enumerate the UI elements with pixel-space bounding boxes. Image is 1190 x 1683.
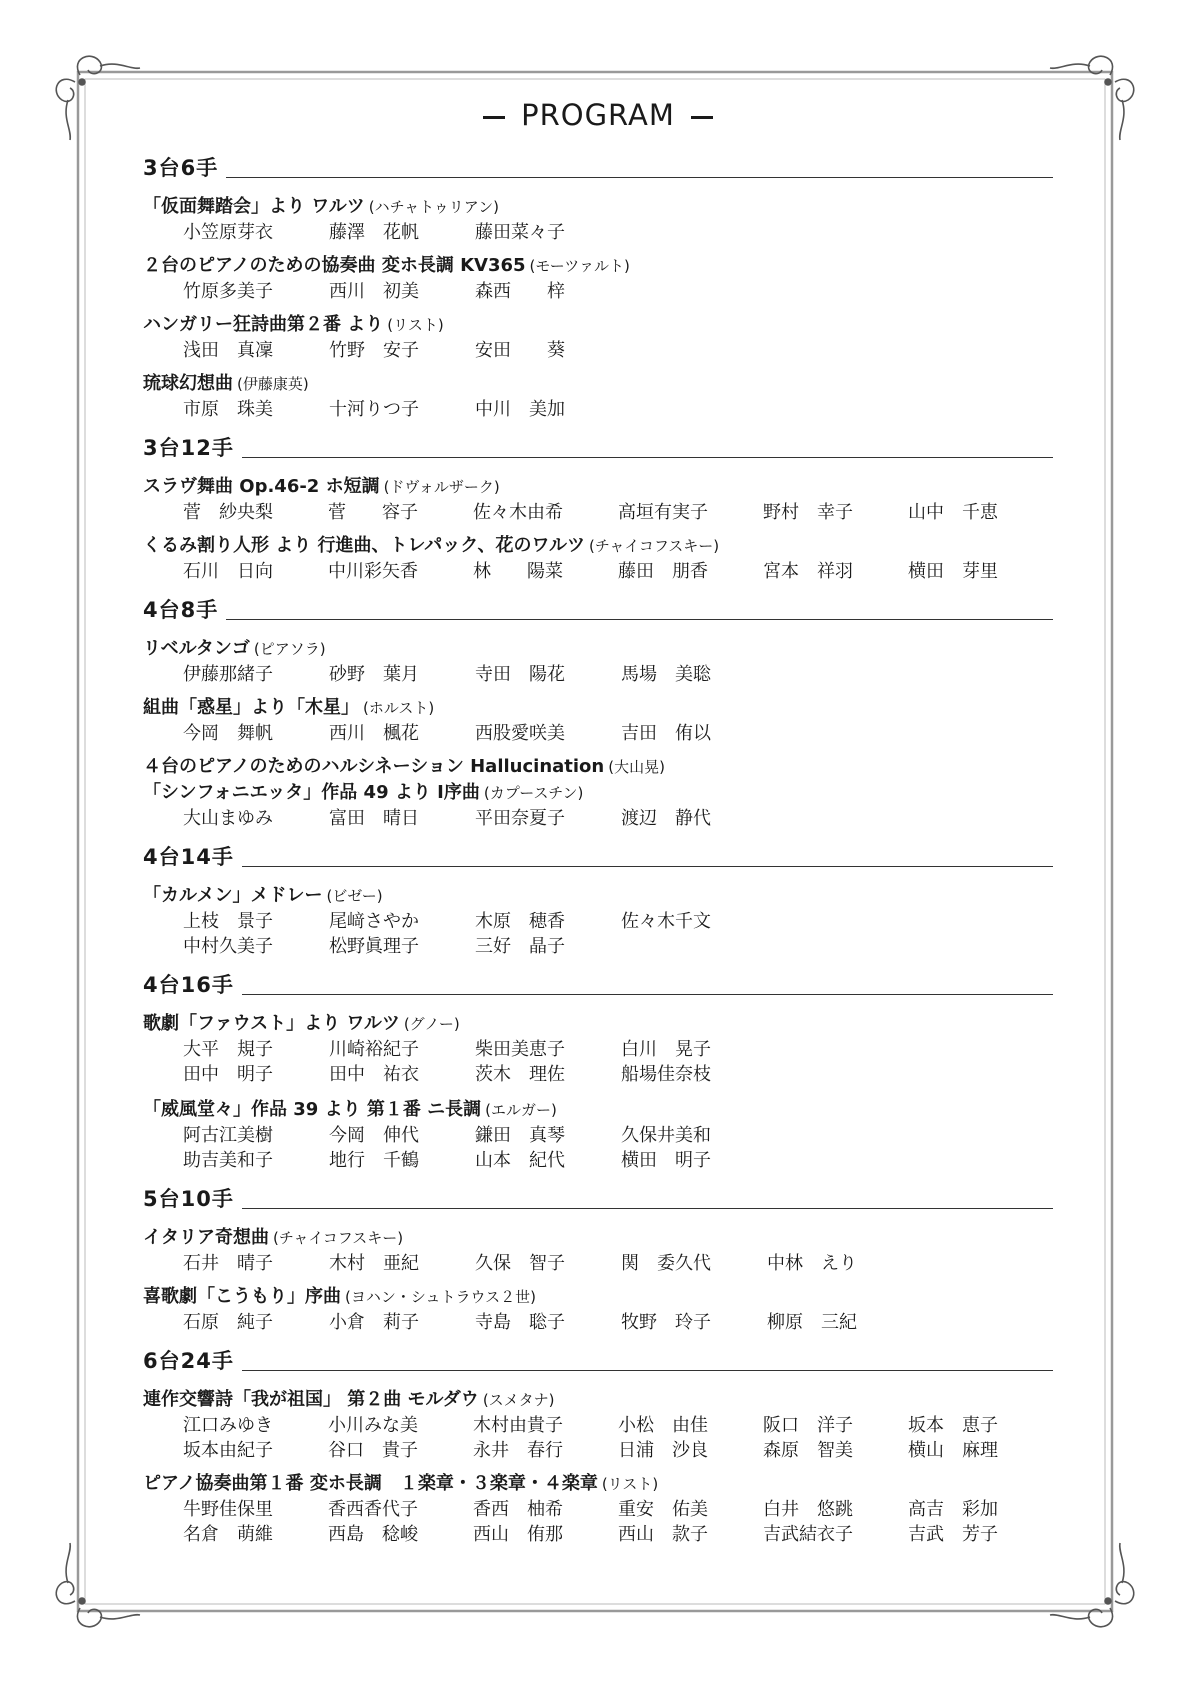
section-label: 4台8手	[143, 598, 219, 622]
performer-name: 砂野 葉月	[329, 664, 419, 685]
performer-row	[143, 1522, 1053, 1547]
performer-name: 石原 純子	[183, 1312, 273, 1333]
performer-name: 山本 紀代	[475, 1150, 565, 1171]
performer-name: 吉武 芳子	[908, 1524, 998, 1545]
program-piece	[143, 533, 1053, 584]
performer-name: 森原 智美	[763, 1440, 853, 1461]
performer-name: 伊藤那緒子	[183, 664, 273, 685]
performer-name: 藤田菜々子	[475, 222, 565, 243]
performer-name: 藤田 朋香	[618, 561, 708, 582]
performer-name: 阿古江美樹	[183, 1125, 273, 1146]
composer-name: (チャイコフスキー)	[589, 537, 720, 555]
performer-name: 柳原 三紀	[767, 1312, 857, 1333]
piece-name: スラヴ舞曲 Op.46-2 ホ短調	[143, 476, 380, 497]
piece-title	[143, 883, 1053, 909]
performer-name: 林 陽菜	[473, 561, 563, 582]
piece-name: ２台のピアノのための協奏曲 変ホ長調 KV365	[143, 255, 526, 276]
title-dash-right	[691, 116, 713, 119]
performer-name: 牛野佳保里	[183, 1499, 273, 1520]
performer-name: 十河りつ子	[329, 399, 419, 420]
performer-name: 横田 芽里	[908, 561, 998, 582]
performer-row	[143, 500, 1053, 525]
performer-name: 茨木 理佐	[475, 1064, 565, 1085]
section-header	[143, 592, 1053, 622]
section-rule	[242, 1370, 1053, 1371]
performer-name: 大山まゆみ	[183, 808, 273, 829]
piece-name: ピアノ協奏曲第１番 変ホ長調 １楽章・３楽章・４楽章	[143, 1473, 598, 1494]
performer-row	[143, 1123, 1053, 1148]
program-piece	[143, 1284, 1053, 1335]
program-piece	[143, 1225, 1053, 1276]
performer-row	[143, 1310, 1053, 1335]
program-piece	[143, 371, 1053, 422]
performer-name: 西山 侑那	[473, 1524, 563, 1545]
performer-name: 木村由貴子	[473, 1415, 563, 1436]
composer-name: (ビゼー)	[326, 887, 383, 905]
performer-name: 野村 幸子	[763, 502, 853, 523]
performer-row	[143, 1148, 1053, 1173]
performer-name: 渡辺 静代	[621, 808, 711, 829]
piece-name: 「威風堂々」作品 39 より 第１番 ニ長調	[143, 1099, 482, 1120]
piece-name: 「カルメン」メドレー	[143, 885, 323, 906]
performer-name: 佐々木由希	[473, 502, 563, 523]
performer-name: 小川みな美	[328, 1415, 418, 1436]
performer-name: 松野眞理子	[329, 936, 419, 957]
performer-name: 大平 規子	[183, 1039, 273, 1060]
performer-name: 助吉美和子	[183, 1150, 273, 1171]
section-rule	[226, 177, 1053, 178]
piece-title	[143, 1011, 1053, 1037]
program-content	[143, 98, 1053, 1555]
performer-name: 浅田 真凜	[183, 340, 273, 361]
composer-name: (伊藤康英)	[237, 375, 309, 393]
performer-name: 佐々木千文	[621, 911, 711, 932]
performer-name: 高垣有実子	[618, 502, 708, 523]
piece-name: くるみ割り人形 より 行進曲、トレパック、花のワルツ	[143, 535, 586, 556]
performer-name: 中川 美加	[475, 399, 565, 420]
performer-name: 高吉 彩加	[908, 1499, 998, 1520]
piece-title	[143, 194, 1053, 220]
section-label: 6台24手	[143, 1349, 234, 1373]
performer-name: 坂本由紀子	[183, 1440, 273, 1461]
performer-name: 平田奈夏子	[475, 808, 565, 829]
program-section	[143, 967, 1053, 1173]
corner-ornament-bottom-left	[56, 1543, 140, 1627]
performer-name: 日浦 沙良	[618, 1440, 708, 1461]
performer-name: 香西香代子	[328, 1499, 418, 1520]
piece-title	[143, 1471, 1053, 1497]
performer-name: 小笠原芽衣	[183, 222, 273, 243]
program-section	[143, 1181, 1053, 1335]
section-header	[143, 1343, 1053, 1373]
title-text: PROGRAM	[521, 98, 675, 132]
section-rule	[242, 1208, 1053, 1209]
performer-name: 白井 悠跳	[763, 1499, 853, 1520]
performer-name: 寺田 陽花	[475, 664, 565, 685]
section-rule	[226, 619, 1053, 620]
performer-name: 吉田 侑以	[621, 723, 711, 744]
section-rule	[242, 994, 1053, 995]
composer-name: (チャイコフスキー)	[273, 1229, 404, 1247]
composer-name: (エルガー)	[485, 1101, 557, 1119]
performer-row	[143, 1062, 1053, 1087]
performer-name: 寺島 聡子	[475, 1312, 565, 1333]
performer-name: 中林 えり	[767, 1253, 857, 1274]
program-piece	[143, 1471, 1053, 1547]
performer-name: 白川 晃子	[621, 1039, 711, 1060]
program-piece	[143, 312, 1053, 363]
performer-row	[143, 1497, 1053, 1522]
piece-name: 連作交響詩「我が祖国」 第２曲 モルダウ	[143, 1389, 479, 1410]
performer-name: 菅 容子	[328, 502, 418, 523]
program-section	[143, 430, 1053, 584]
performer-name: 木村 亜紀	[329, 1253, 419, 1274]
program-section	[143, 150, 1053, 422]
section-header	[143, 967, 1053, 997]
section-label: 5台10手	[143, 1187, 234, 1211]
piece-title	[143, 754, 1053, 780]
performer-name: 西山 款子	[618, 1524, 708, 1545]
section-rule	[242, 866, 1053, 867]
performer-row	[143, 721, 1053, 746]
performer-name: 小松 由佳	[618, 1415, 708, 1436]
performer-name: 鎌田 真琴	[475, 1125, 565, 1146]
performer-name: 市原 珠美	[183, 399, 273, 420]
section-header	[143, 430, 1053, 460]
piece-name: ハンガリー狂詩曲第２番 より	[143, 314, 384, 335]
performer-name: 久保井美和	[621, 1125, 711, 1146]
piece-title	[143, 371, 1053, 397]
piece-title	[143, 695, 1053, 721]
composer-name: (ホルスト)	[363, 699, 435, 717]
performer-row	[143, 1413, 1053, 1438]
piece-title	[143, 1284, 1053, 1310]
composer-name: (カプースチン)	[483, 784, 584, 802]
piece-name: 組曲「惑星」より「木星」	[143, 697, 359, 718]
piece-name: リベルタンゴ	[143, 638, 250, 659]
performer-name: 牧野 玲子	[621, 1312, 711, 1333]
page-title	[143, 98, 1053, 132]
corner-ornament-top-left	[56, 56, 140, 140]
performer-row	[143, 1037, 1053, 1062]
performer-name: 西川 楓花	[329, 723, 419, 744]
piece-title	[143, 1225, 1053, 1251]
program-piece	[143, 1387, 1053, 1463]
corner-ornament-bottom-right	[1050, 1543, 1134, 1627]
performer-name: 柴田美恵子	[475, 1039, 565, 1060]
piece-name: 琉球幻想曲	[143, 373, 233, 394]
piece-name: 「仮面舞踏会」より ワルツ	[143, 196, 365, 217]
performer-name: 船場佳奈枝	[621, 1064, 711, 1085]
performer-name: 宮本 祥羽	[763, 561, 853, 582]
program-sections	[143, 150, 1053, 1547]
program-piece	[143, 636, 1053, 687]
piece-title	[143, 253, 1053, 279]
composer-name: (リスト)	[601, 1475, 659, 1493]
program-piece	[143, 754, 1053, 780]
performer-name: 横田 明子	[621, 1150, 711, 1171]
piece-title	[143, 312, 1053, 338]
section-header	[143, 1181, 1053, 1211]
program-piece	[143, 194, 1053, 245]
performer-name: 吉武結衣子	[763, 1524, 853, 1545]
performer-name: 坂本 恵子	[908, 1415, 998, 1436]
program-piece	[143, 253, 1053, 304]
section-label: 3台6手	[143, 156, 219, 180]
composer-name: (モーツァルト)	[529, 257, 630, 275]
performer-name: 中村久美子	[183, 936, 273, 957]
program-piece	[143, 1097, 1053, 1173]
performer-name: 今岡 伸代	[329, 1125, 419, 1146]
performer-name: 香西 柚希	[473, 1499, 563, 1520]
performer-name: 上枝 景子	[183, 911, 273, 932]
piece-name: 歌劇「ファウスト」より ワルツ	[143, 1013, 400, 1034]
performer-name: 名倉 萌維	[183, 1524, 273, 1545]
performer-row	[143, 806, 1053, 831]
composer-name: (大山晃)	[608, 758, 665, 776]
composer-name: (グノー)	[403, 1015, 460, 1033]
corner-ornament-top-right	[1050, 56, 1134, 140]
performer-name: 中川彩矢香	[328, 561, 418, 582]
performer-name: 山中 千恵	[908, 502, 998, 523]
performer-name: 菅 紗央梨	[183, 502, 273, 523]
performer-row	[143, 338, 1053, 363]
piece-title	[143, 533, 1053, 559]
performer-row	[143, 559, 1053, 584]
composer-name: (ハチャトゥリアン)	[368, 198, 500, 216]
piece-title	[143, 636, 1053, 662]
performer-name: 西川 初美	[329, 281, 419, 302]
performer-name: 藤澤 花帆	[329, 222, 419, 243]
piece-name: 喜歌劇「こうもり」序曲	[143, 1286, 341, 1307]
performer-name: 西股愛咲美	[475, 723, 565, 744]
performer-row	[143, 934, 1053, 959]
piece-name: 「シンフォニエッタ」作品 49 より Ⅰ序曲	[143, 782, 480, 803]
piece-title	[143, 474, 1053, 500]
performer-name: 谷口 貴子	[328, 1440, 418, 1461]
performer-name: 竹野 安子	[329, 340, 419, 361]
performer-name: 富田 晴日	[329, 808, 419, 829]
performer-name: 江口みゆき	[183, 1415, 273, 1436]
piece-name: ４台のピアノのためのハルシネーション Hallucination	[143, 756, 605, 777]
performer-name: 地行 千鶴	[329, 1150, 419, 1171]
performer-name: 尾﨑さやか	[329, 911, 419, 932]
performer-name: 関 委久代	[621, 1253, 711, 1274]
piece-title	[143, 1387, 1053, 1413]
title-dash-left	[483, 116, 505, 119]
performer-row	[143, 1251, 1053, 1276]
performer-name: 川崎裕紀子	[329, 1039, 419, 1060]
program-section	[143, 592, 1053, 831]
section-header	[143, 839, 1053, 869]
performer-name: 竹原多美子	[183, 281, 273, 302]
performer-name: 三好 晶子	[475, 936, 565, 957]
section-header	[143, 150, 1053, 180]
section-label: 4台14手	[143, 845, 234, 869]
composer-name: (ドヴォルザーク)	[383, 478, 500, 496]
performer-name: 久保 智子	[475, 1253, 565, 1274]
program-section	[143, 1343, 1053, 1547]
performer-name: 田中 明子	[183, 1064, 273, 1085]
piece-name: イタリア奇想曲	[143, 1227, 269, 1248]
performer-row	[143, 662, 1053, 687]
performer-name: 重安 佑美	[618, 1499, 708, 1520]
performer-name: 木原 穂香	[475, 911, 565, 932]
performer-name: 阪口 洋子	[763, 1415, 853, 1436]
performer-row	[143, 909, 1053, 934]
section-label: 4台16手	[143, 973, 234, 997]
performer-name: 小倉 莉子	[329, 1312, 419, 1333]
program-piece	[143, 695, 1053, 746]
performer-name: 横山 麻理	[908, 1440, 998, 1461]
performer-row	[143, 1438, 1053, 1463]
program-piece	[143, 780, 1053, 831]
section-label: 3台12手	[143, 436, 234, 460]
program-piece	[143, 474, 1053, 525]
piece-title	[143, 1097, 1053, 1123]
performer-name: 石井 晴子	[183, 1253, 273, 1274]
composer-name: (リスト)	[387, 316, 444, 334]
program-piece	[143, 1011, 1053, 1087]
composer-name: (ピアソラ)	[253, 640, 326, 658]
composer-name: (スメタナ)	[482, 1391, 555, 1409]
section-rule	[242, 457, 1053, 458]
program-section	[143, 839, 1053, 959]
program-piece	[143, 883, 1053, 959]
performer-name: 永井 春行	[473, 1440, 563, 1461]
performer-row	[143, 397, 1053, 422]
performer-name: 石川 日向	[183, 561, 273, 582]
performer-name: 森西 梓	[475, 281, 565, 302]
composer-name: (ヨハン・シュトラウス２世)	[345, 1288, 536, 1306]
piece-title	[143, 780, 1053, 806]
performer-name: 安田 葵	[475, 340, 565, 361]
performer-name: 今岡 舞帆	[183, 723, 273, 744]
performer-row	[143, 220, 1053, 245]
performer-name: 田中 祐衣	[329, 1064, 419, 1085]
performer-row	[143, 279, 1053, 304]
performer-name: 西島 稔峻	[328, 1524, 418, 1545]
performer-name: 馬場 美聡	[621, 664, 711, 685]
